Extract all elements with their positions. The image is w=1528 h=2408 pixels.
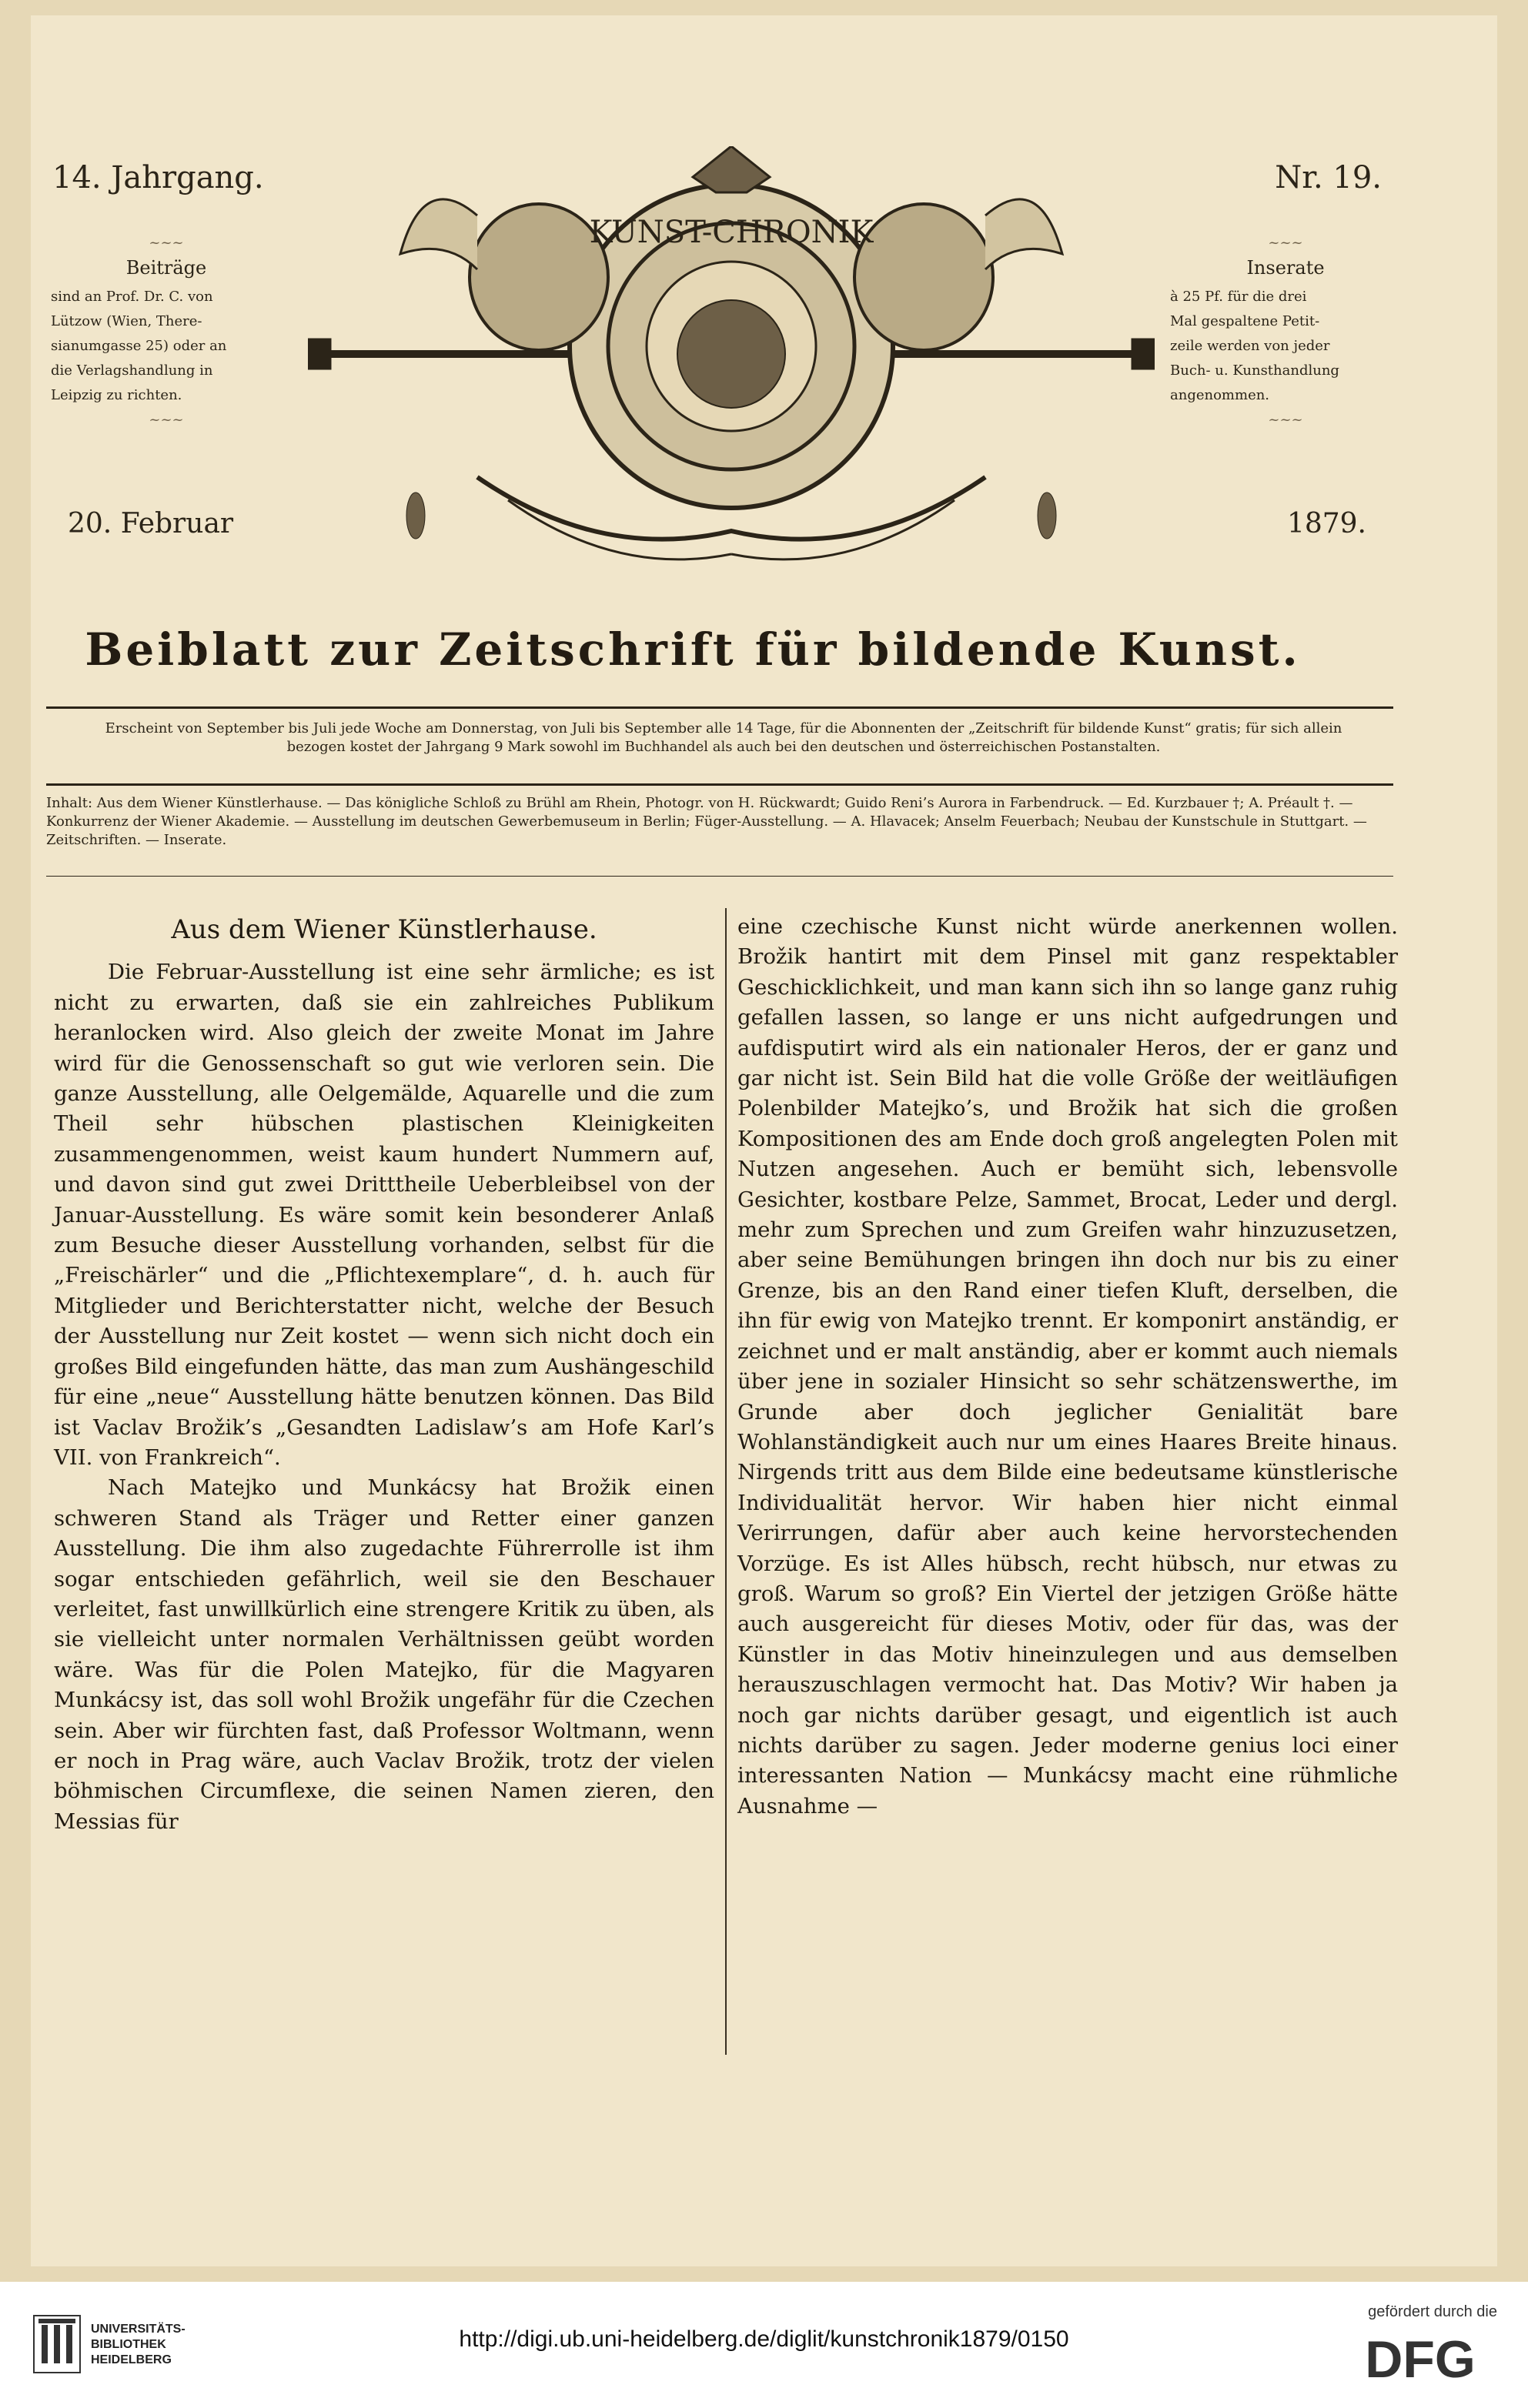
- contributions-text: [51, 285, 282, 408]
- article-paragraph: Die Februar-Ausstellung ist eine sehr ärmliche; es ist nicht zu erwarten, daß sie ein zahlreiches Publikum heranlocken wird. Also gleich der zweite Monat im Jahre wird für die Genossenschaft so gut wie verloren sein. Die ganze Ausstellung, alle Oelgemälde, Aquarelle und die zum Theil sehr hübschen plastischen Kleinigkeiten zusammengenommen, weist kaum hundert Nummern auf, und davon sind gut zwei Dritttheile Ueberbleibsel von der Januar-Ausstellung. Es wäre somit kein besonderer Anlaß zum Besuche dieser Ausstellung vorhanden, selbst für die „Freischärler“ und die „Pflichtexemplare“, d. h. auch für Mitglieder und Berichterstatter nicht, welche der Besuch der Ausstellung nur Zeit kostet — wenn sich nicht doch ein großes Bild eingefunden hätte, das man zum Aushängeschild für eine „neue“ Ausstellung hätte benutzen können. Das Bild ist Vaclav Brožik’s „Gesandten Ladislaw’s am Hofe Karl’s VII. von Frankreich“.: [54, 960, 714, 1470]
- library-name-line: UNIVERSITÄTS-: [91, 2323, 186, 2336]
- advertisements-line: zeile werden von jeder: [1170, 338, 1330, 354]
- library-name-line: HEIDELBERG: [91, 2353, 172, 2366]
- article-paragraph: Nach Matejko und Munkácsy hat Brožik einen schweren Stand als Träger und Retter einer ganzen Ausstellung. Die ihm also zugedachte Führerrolle ist ihm sogar entschieden gefährlich, weil sie den Beschauer verleitet, fast unwillkürlich eine strengere Kritik zu üben, als sie vielleicht unter normalen Verhältnissen geübt worden wäre. Was für die Polen Matejko, für die Magyaren Munkácsy ist, das soll wohl Brožik ungefähr für die Czechen sein. Aber wir fürchten fast, daß Professor Woltmann, wenn er noch in Prag wäre, auch Vaclav Brožik, trotz der vielen böhmischen Circumflexe, die seinen Namen zieren, den Messias für: [54, 1475, 714, 1834]
- ornament-tilde: ~~~: [149, 235, 184, 251]
- ornament-tilde: ~~~: [149, 412, 184, 428]
- contributions-line: Lützow (Wien, There-: [51, 313, 202, 329]
- article-title: Aus dem Wiener Künstlerhause.: [171, 914, 597, 945]
- contributions-line: sind an Prof. Dr. C. von: [51, 289, 213, 305]
- rule-contents-bottom: [46, 876, 1393, 877]
- advertisements-line: Mal gespaltene Petit-: [1170, 313, 1320, 329]
- emblem-lettering: KUNST-CHRONIK: [589, 215, 874, 250]
- column-divider: [725, 908, 727, 2055]
- contributions-line: Leipzig zu richten.: [51, 387, 182, 403]
- advertisements-box: [1170, 231, 1401, 433]
- permalink-url[interactable]: http://digi.ub.uni-heidelberg.de/diglit/kunstchronik1879/0150: [459, 2326, 1069, 2352]
- advertisements-line: à 25 Pf. für die drei: [1170, 289, 1307, 305]
- digitization-footer: [0, 2282, 1528, 2408]
- advertisements-line: angenommen.: [1170, 387, 1270, 403]
- issue-year: 1879.: [1286, 508, 1366, 539]
- publication-notice: Erscheint von September bis Juli jede Woche am Donnerstag, von Juli bis September alle 14 Tage, für die Abonnenten der „Zeitschrift für bildende Kunst“ gratis; für sich allein bezogen kostet der Jahrgang 9 Mark sowohl im Buchhandel als auch bei den deutschen und österreichischen Postanstalten.: [105, 720, 1342, 755]
- dfg-logo: [1343, 2330, 1497, 2385]
- newspaper-title: Beiblatt zur Zeitschrift für bildende Kunst.: [85, 623, 1301, 676]
- funder-label: gefördert durch die: [1368, 2303, 1497, 2320]
- advertisements-line: Buch- u. Kunsthandlung: [1170, 362, 1339, 379]
- advertisements-text: [1170, 285, 1401, 408]
- ornament-tilde: ~~~: [1268, 412, 1303, 428]
- advertisements-heading: Inserate: [1246, 257, 1325, 279]
- volume-label: 14. Jahrgang.: [52, 160, 264, 195]
- issue-number: Nr. 19.: [1275, 160, 1382, 195]
- rule-top: [46, 706, 1393, 709]
- article-column-left: [54, 912, 714, 1837]
- ornament-tilde: ~~~: [1268, 235, 1303, 251]
- article-column-right: [737, 912, 1398, 1822]
- table-of-contents: Inhalt: Aus dem Wiener Künstlerhause. — Das königliche Schloß zu Brühl am Rhein, Photogr. von H. Rückwardt; Guido Reni’s Aurora in Farbendruck. — Ed. Kurzbauer †; A. Préault †. — Konkurrenz der Wiener Akademie. — Ausstellung im deutschen Gewerbemuseum in Berlin; Füger-Ausstellung. — A. Hlavacek; Anselm Feuerbach; Neubau der Kunstschule in Stuttgart. — Zeitschriften. — Inserate.: [46, 795, 1367, 848]
- dfg-logo-lettering: DFG: [1365, 2330, 1476, 2385]
- article-paragraph: eine czechische Kunst nicht würde anerkennen wollen. Brožik hantirt mit dem Pinsel mit ganz respektabler Geschicklichkeit, und man kann sich ihn so lange ganz ruhig gefallen lassen, so lange er uns nicht aufgedrungen und aufdisputirt wird als ein nationaler Heros, der er ganz und gar nicht ist. Sein Bild hat die volle Größe der weitläufigen Polenbilder Matejko’s, und Brožik hat sich die großen Kompositionen des am Ende doch groß angelegten Polen mit Nutzen angesehen. Auch er bemüht sich, lebensvolle Gesichter, kostbare Pelze, Sammet, Brocat, Leder und dergl. mehr zum Sprechen und zum Greifen wahr hinzuzusetzen, aber seine Bemühungen bringen ihn doch nur bis zu einer Grenze, bis an den Rand einer tiefen Kluft, derselben, die ihn für ewig von Matejko trennt. Er komponirt anständig, er zeichnet und er malt anständig, aber er kommt auch niemals über jene in sozialer Hinsicht so sehr schätzenswerthe, im Grunde aber doch jeglicher Genialität bare Wohlanständigkeit auch nur um eines Haares Breite hinaus. Nirgends tritt aus dem Bilde eine bedeutsame künstlerische Individualität hervor. Wir haben hier nicht einmal Verirrungen, dafür aber auch keine hervorstechenden Vorzüge. Es ist Alles hübsch, recht hübsch, nur etwas zu groß. Warum so groß? Ein Viertel der jetzigen Größe hätte auch ausgereicht für dieses Motiv, oder für das, was der Künstler in das Motiv hineinzulegen und aus demselben herauszuschlagen vermocht hat. Das Motiv? Wir haben ja noch gar nichts darüber gesagt, und eigentlich ist auch nichts darüber zu sagen. Jeder moderne genius loci einer interessanten Nation — Munkácsy macht eine rühmliche Ausnahme —: [737, 914, 1398, 1819]
- library-name-line: BIBLIOTHEK: [91, 2338, 166, 2351]
- contributions-box: [51, 231, 282, 433]
- rule-notice-bottom: [46, 783, 1393, 786]
- kunst-chronik-emblem: [308, 146, 1155, 577]
- contributions-line: sianumgasse 25) oder an: [51, 338, 227, 354]
- contributions-line: die Verlagshandlung in: [51, 362, 213, 379]
- issue-date: 20. Februar: [68, 508, 234, 539]
- contributions-heading: Beiträge: [125, 257, 207, 279]
